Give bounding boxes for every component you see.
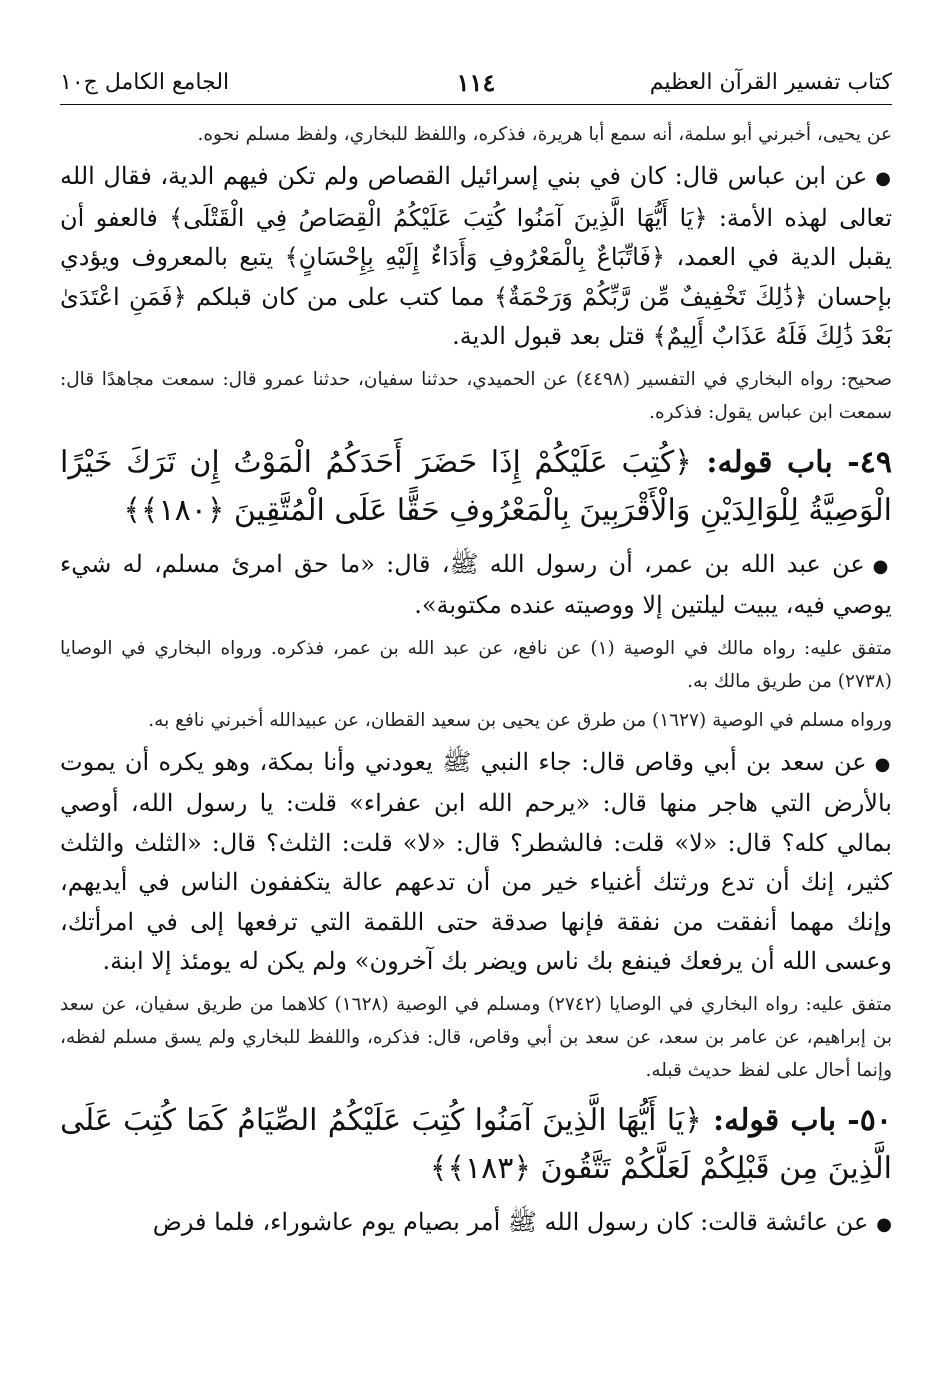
bullet-icon: ● bbox=[876, 1213, 892, 1235]
takhrij-note: متفق عليه: رواه البخاري في الوصايا (٢٧٤٢) ومسلم في الوصية (١٦٢٨) كلاهما من طريق سفيان، عن سعد بن إبراهيم، عن عامر بن سعد، عن سعد بن أبي وقاص، قال: فذكره، واللفظ للبخاري ولم يسق مسلم لفظه، وإنما أحال على لفظ حديث قبله. bbox=[60, 993, 892, 1081]
page-content bbox=[60, 118, 892, 1244]
volume-label: الجامع الكامل ج١٠ bbox=[60, 70, 230, 95]
takhrij-note: صحيح: رواه البخاري في التفسير (٤٤٩٨) عن الحميدي، حدثنا سفيان، حدثنا عمرو قال: سمعت مجاهدًا قال: سمعت ابن عباس يقول: فذكره. bbox=[60, 368, 892, 423]
chapter-label: ٥٠- باب قوله: bbox=[713, 1102, 892, 1138]
hadith-text: عن عائشة قالت: كان رسول الله ﷺ أمر بصيام يوم عاشوراء، فلما فرض bbox=[152, 1207, 869, 1236]
chapter-verse: ﴿يَا أَيُّهَا الَّذِينَ آمَنُوا كُتِبَ عَلَيْكُمُ الصِّيَامُ كَمَا كُتِبَ عَلَى الَّذِينَ مِن قَبْلِكُمْ لَعَلَّكُمْ تَتَّقُونَ ﴿١٨٣﴾﴾ bbox=[60, 1102, 892, 1186]
chapter-label: ٤٩- باب قوله: bbox=[706, 444, 892, 480]
bullet-icon: ● bbox=[874, 753, 892, 775]
bullet-icon: ● bbox=[875, 168, 892, 189]
hadith-text: عن سعد بن أبي وقاص قال: جاء النبي ﷺ يعودني وأنا بمكة، وهو يكره أن يموت بالأرض التي هاجر منها قال: «يرحم الله ابن عفراء» قلت: يا رسول الله، أوصي بمالي كله؟ قال: «لا» قلت: فالشطر؟ قال: «لا» قلت: الثلث؟ قال: «الثلث والثلث كثير، إنك أن تدع ورثتك أغنياء خير من أن تدعهم عالة يتكففون الناس في أيديهم، وإنك مهما أنفقت من نفقة فإنها صدقة حتى اللقمة التي ترفعها إلى في امرأتك، وعسى الله أن يرفعك فينفع بك ناس ويضر بك آخرون» ولم يكن له يومئذ إلا ابنة. bbox=[60, 747, 892, 975]
takhrij-note: ورواه مسلم في الوصية (١٦٢٧) من طرق عن يحيى بن سعيد القطان، عن عبيدالله أخبرني نافع به. bbox=[148, 709, 892, 731]
chapter-heading-49 bbox=[60, 439, 892, 535]
hadith-aisha bbox=[60, 1203, 892, 1245]
header-divider bbox=[60, 104, 892, 105]
hadith-text: عن ابن عباس قال: كان في بني إسرائيل القصاص ولم تكن فيهم الدية، فقال الله تعالى لهذه الأمة: ﴿يَا أَيُّهَا الَّذِينَ آمَنُوا كُتِبَ عَلَيْكُمُ الْقِصَاصُ فِي الْقَتْلَى﴾ فالعفو أن يقبل الدية في العمد، ﴿فَاتِّبَاعٌ بِالْمَعْرُوفِ وَأَدَاءٌ إِلَيْهِ بِإِحْسَانٍ﴾ يتبع بالمعروف ويؤدي بإحسان ﴿ذَٰلِكَ تَخْفِيفٌ مِّن رَّبِّكُمْ وَرَحْمَةٌ﴾ مما كتب على من كان قبلكم ﴿فَمَنِ اعْتَدَىٰ بَعْدَ ذَٰلِكَ فَلَهُ عَذَابٌ أَلِيمٌ﴾ قتل بعد قبول الدية. bbox=[60, 162, 892, 350]
hadith-ibn-abbas bbox=[60, 157, 892, 357]
book-title: كتاب تفسير القرآن العظيم bbox=[649, 70, 892, 95]
page-number: ١١٤ bbox=[456, 68, 496, 97]
hadith-continuation: عن يحيى، أخبرني أبو سلمة، أنه سمع أبا هريرة، فذكره، واللفظ للبخاري، ولفظ مسلم نحوه. bbox=[197, 124, 892, 145]
hadith-ibn-umar bbox=[60, 545, 892, 626]
bullet-icon: ● bbox=[872, 555, 892, 577]
hadith-text: عن عبد الله بن عمر، أن رسول الله ﷺ، قال: «ما حق امرئ مسلم، له شيء يوصي فيه، يبيت ليلتين إلا ووصيته عنده مكتوبة». bbox=[60, 549, 892, 619]
hadith-saad bbox=[60, 743, 892, 982]
page-header bbox=[60, 62, 892, 102]
takhrij-note: متفق عليه: رواه مالك في الوصية (١) عن نافع، عن عبد الله بن عمر، فذكره. ورواه البخاري في الوصايا (٢٧٣٨) من طريق مالك به. bbox=[60, 637, 892, 692]
chapter-verse: ﴿كُتِبَ عَلَيْكُمْ إِذَا حَضَرَ أَحَدَكُمُ الْمَوْتُ إِن تَرَكَ خَيْرًا الْوَصِيَّةُ لِلْوَالِدَيْنِ وَالْأَقْرَبِينَ بِالْمَعْرُوفِ حَقًّا عَلَى الْمُتَّقِينَ ﴿١٨٠﴾﴾ bbox=[60, 444, 892, 528]
chapter-heading-50 bbox=[60, 1097, 892, 1193]
